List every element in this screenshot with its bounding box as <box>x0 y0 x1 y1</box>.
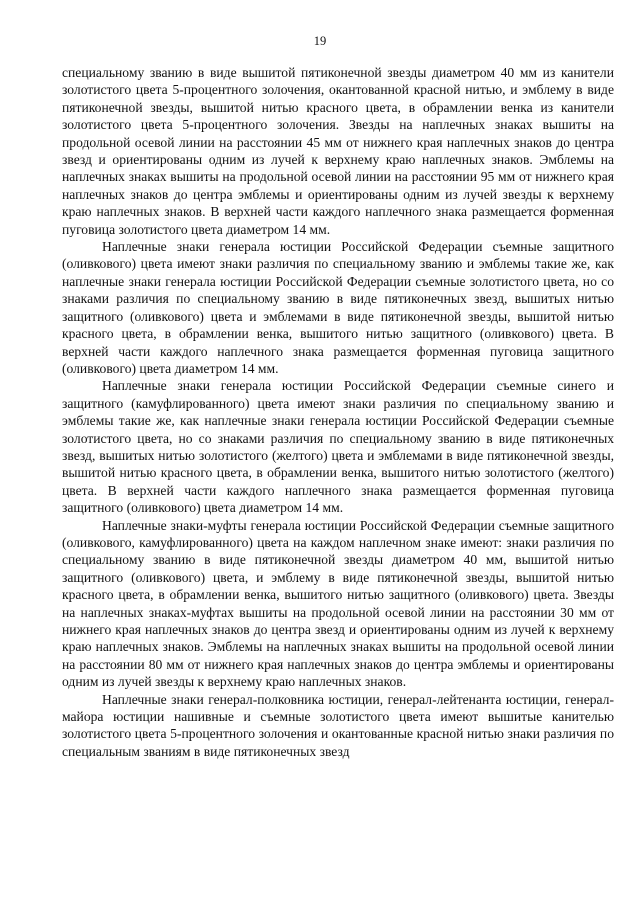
document-body <box>62 64 614 760</box>
paragraph-olive-shoulder-boards: Наплечные знаки генерала юстиции Российской Федерации съемные защитного (оливкового) цвета имеют знаки различия по специальному званию и эмблемы такие же, как наплечные знаки генерала юстиции Российской Федерации съемные золотистого цвета, но со знаками различия по специальному званию в виде пятиконечных звезд, вышитых нитью защитного (оливкового) цвета и эмблемами в виде пятиконечной звезды, вышитой нитью красного цвета, в обрамлении венка, вышитого нитью защитного (оливкового) цвета. В верхней части каждого наплечного знака размещается форменная пуговица защитного (оливкового) цвета диаметром 14 мм. <box>62 239 614 376</box>
paragraph-blue-camouflage-shoulder-boards: Наплечные знаки генерала юстиции Российской Федерации съемные синего и защитного (камуфлированного) цвета имеют знаки различия по специальному званию и эмблемы такие же, как наплечные знаки генерала юстиции Российской Федерации съемные золотистого цвета, но со знаками различия по специальному званию в виде пятиконечных звезд, вышитых нитью золотистого (желтого) цвета и эмблемами в виде пятиконечной звезды, вышитой нитью красного цвета, в обрамлении венка, вышитого нитью золотистого (желтого) цвета. В верхней части каждого наплечного знака размещается форменная пуговица защитного (оливкового) цвета диаметром 14 мм. <box>62 378 614 516</box>
paragraph-sleeve-shoulder-boards: Наплечные знаки-муфты генерала юстиции Российской Федерации съемные защитного (оливкового, камуфлированного) цвета на каждом наплечном знаке имеют: знаки различия по специальному званию в виде пятиконечной звезды диаметром 40 мм, вышитой нитью защитного (оливкового) цвета, и эмблему в виде пятиконечной звезды, вышитой нитью красного цвета, в обрамлении венка, вышитого нитью защитного (оливкового) цвета. Звезды на наплечных знаках-муфтах вышиты на продольной осевой линии на расстоянии 30 мм от нижнего края наплечных знаков до центра звезд и ориентированы одним из лучей к верхнему краю наплечных знаков. Эмблемы на наплечных знаках вышиты на продольной осевой линии на расстоянии 80 мм от нижнего края наплечных знаков до центра эмблемы и ориентированы одним из лучей звезды к верхнему краю наплечных знаков. <box>62 517 614 690</box>
page-number: 19 <box>313 34 327 48</box>
paragraph-continuation: специальному званию в виде вышитой пятиконечной звезды диаметром 40 мм из канители золотистого цвета 5-процентного золочения, окантованной красной нитью, и эмблему в виде пятиконечной звезды, вышитой нитью красного цвета, в обрамлении венка из канители золотистого цвета 5-процентного золочения. Звезды на наплечных знаках вышиты на продольной осевой линии на расстоянии 45 мм от нижнего края наплечных знаков до центра звезд и ориентированы одним из лучей к верхнему краю наплечных знаков. Эмблемы на наплечных знаках вышиты на продольной осевой линии на расстоянии 95 мм от нижнего края наплечных знаков до центра эмблемы и ориентированы одним из лучей звезды к верхнему краю наплечных знаков. В верхней части каждого наплечного знака размещается форменная пуговица золотистого цвета диаметром 14 мм. <box>62 65 614 237</box>
paragraph-general-ranks-shoulder-boards: Наплечные знаки генерал-полковника юстиции, генерал-лейтенанта юстиции, генерал-майора юстиции нашивные и съемные золотистого цвета имеют вышитые канителью золотистого цвета 5-процентного золочения и окантованные красной нитью знаки различия по специальным званиям в виде пятиконечных звезд <box>62 691 614 759</box>
